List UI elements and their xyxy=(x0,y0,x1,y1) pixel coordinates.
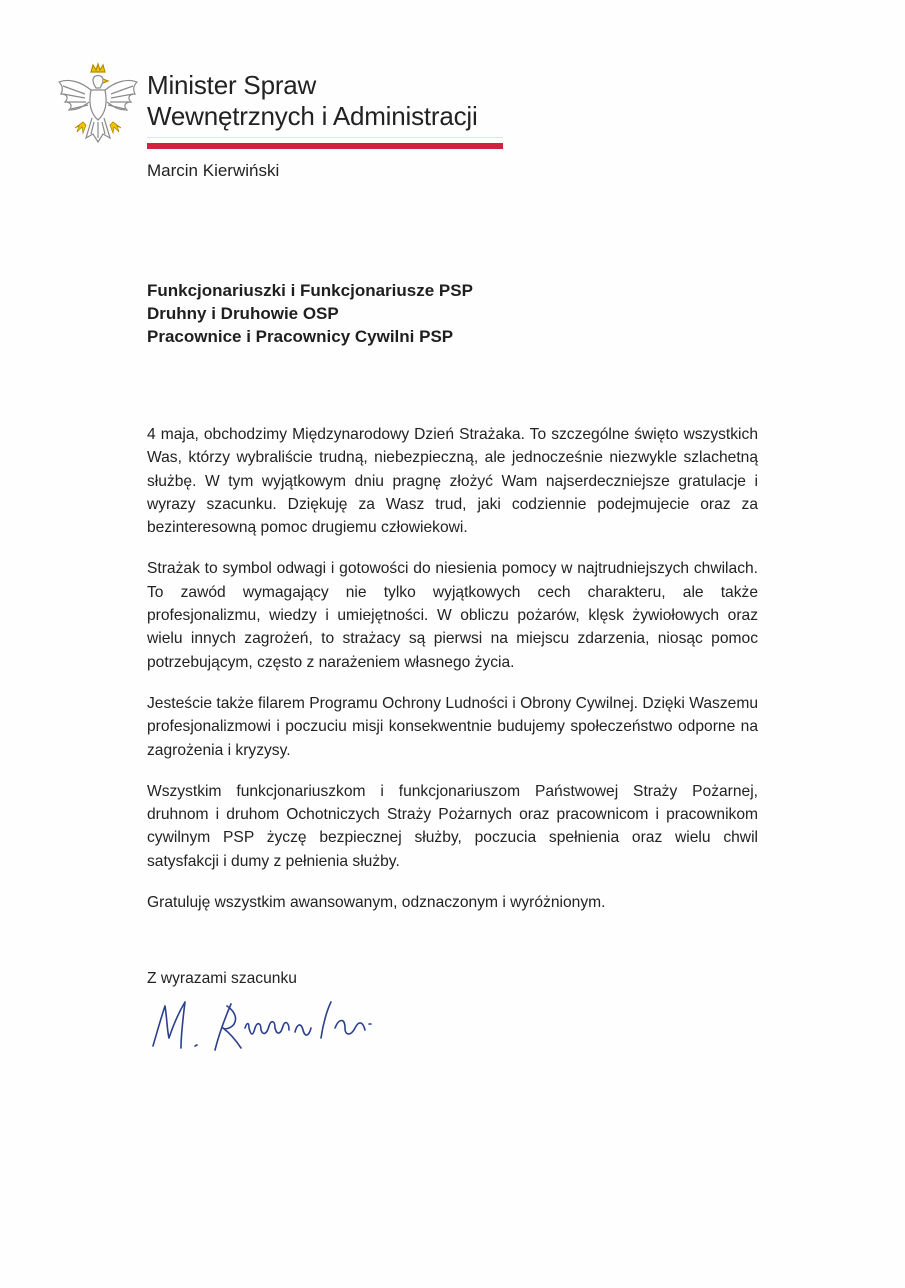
body-paragraph: Strażak to symbol odwagi i gotowości do niesienia pomocy w najtrudniejszych chwilach. To zawód wymagający nie tylko wyjątkowych cech charakteru, ale także profesjonalizmu, wiedzy i umiejętności. W obliczu pożarów, klęsk żywiołowych oraz wielu innych zagrożeń, to strażacy są pierwsi na miejscu zdarzenia, niosąc pomoc potrzebującym, często z narażeniem własnego życia. xyxy=(147,560,758,671)
national-colors-bar xyxy=(147,137,503,149)
addressee-line: Druhny i Druhowie OSP xyxy=(147,304,339,323)
red-stripe xyxy=(147,143,503,149)
polish-eagle-icon xyxy=(55,62,141,152)
letter-body xyxy=(147,423,758,932)
minister-name: Marcin Kierwiński xyxy=(147,161,280,180)
body-paragraph: Gratuluję wszystkim awansowanym, odznaczonym i wyróżnionym. xyxy=(147,894,606,912)
addressee-block xyxy=(147,279,473,348)
body-paragraph: Jesteście także filarem Programu Ochrony Ludności i Obrony Cywilnej. Dzięki Waszemu profesjonalizmowi i poczuciu misji konsekwentnie budujemy społeczeństwo odporne na zagrożenia i kryzysy. xyxy=(147,694,758,759)
body-paragraph: 4 maja, obchodzimy Międzynarodowy Dzień Strażaka. To szczególne święto wszystkich Was, którzy wybraliście trudną, niebezpieczną, ale jednocześnie niezwykle szlachetną służbę. W tym wyjątkowym dniu pragnę złożyć Wam najserdeczniejsze gratulacje i wyrazy szacunku. Dziękuję za Wasz trud, jaki codziennie podejmujecie oraz za bezinteresowną pomoc drugiemu człowiekowi. xyxy=(147,426,758,537)
ministry-title-line-1: Minister Spraw xyxy=(147,70,317,100)
handwritten-signature xyxy=(145,988,405,1060)
addressee-line: Pracownice i Pracownicy Cywilni PSP xyxy=(147,327,454,346)
ministry-title xyxy=(147,70,527,132)
addressee-line: Funkcjonariuszki i Funkcjonariusze PSP xyxy=(147,281,473,300)
body-paragraph: Wszystkim funkcjonariuszkom i funkcjonariuszom Państwowej Straży Pożarnej, druhnom i druhom Ochotniczych Straży Pożarnych oraz pracownicom i pracownikom cywilnym PSP życzę bezpiecznej służby, poczucia spełnienia oraz wielu chwil satysfakcji i dumy z pełnienia służby. xyxy=(147,782,758,870)
closing-salutation: Z wyrazami szacunku xyxy=(147,970,297,987)
ministry-title-line-2: Wewnętrznych i Administracji xyxy=(147,101,478,131)
